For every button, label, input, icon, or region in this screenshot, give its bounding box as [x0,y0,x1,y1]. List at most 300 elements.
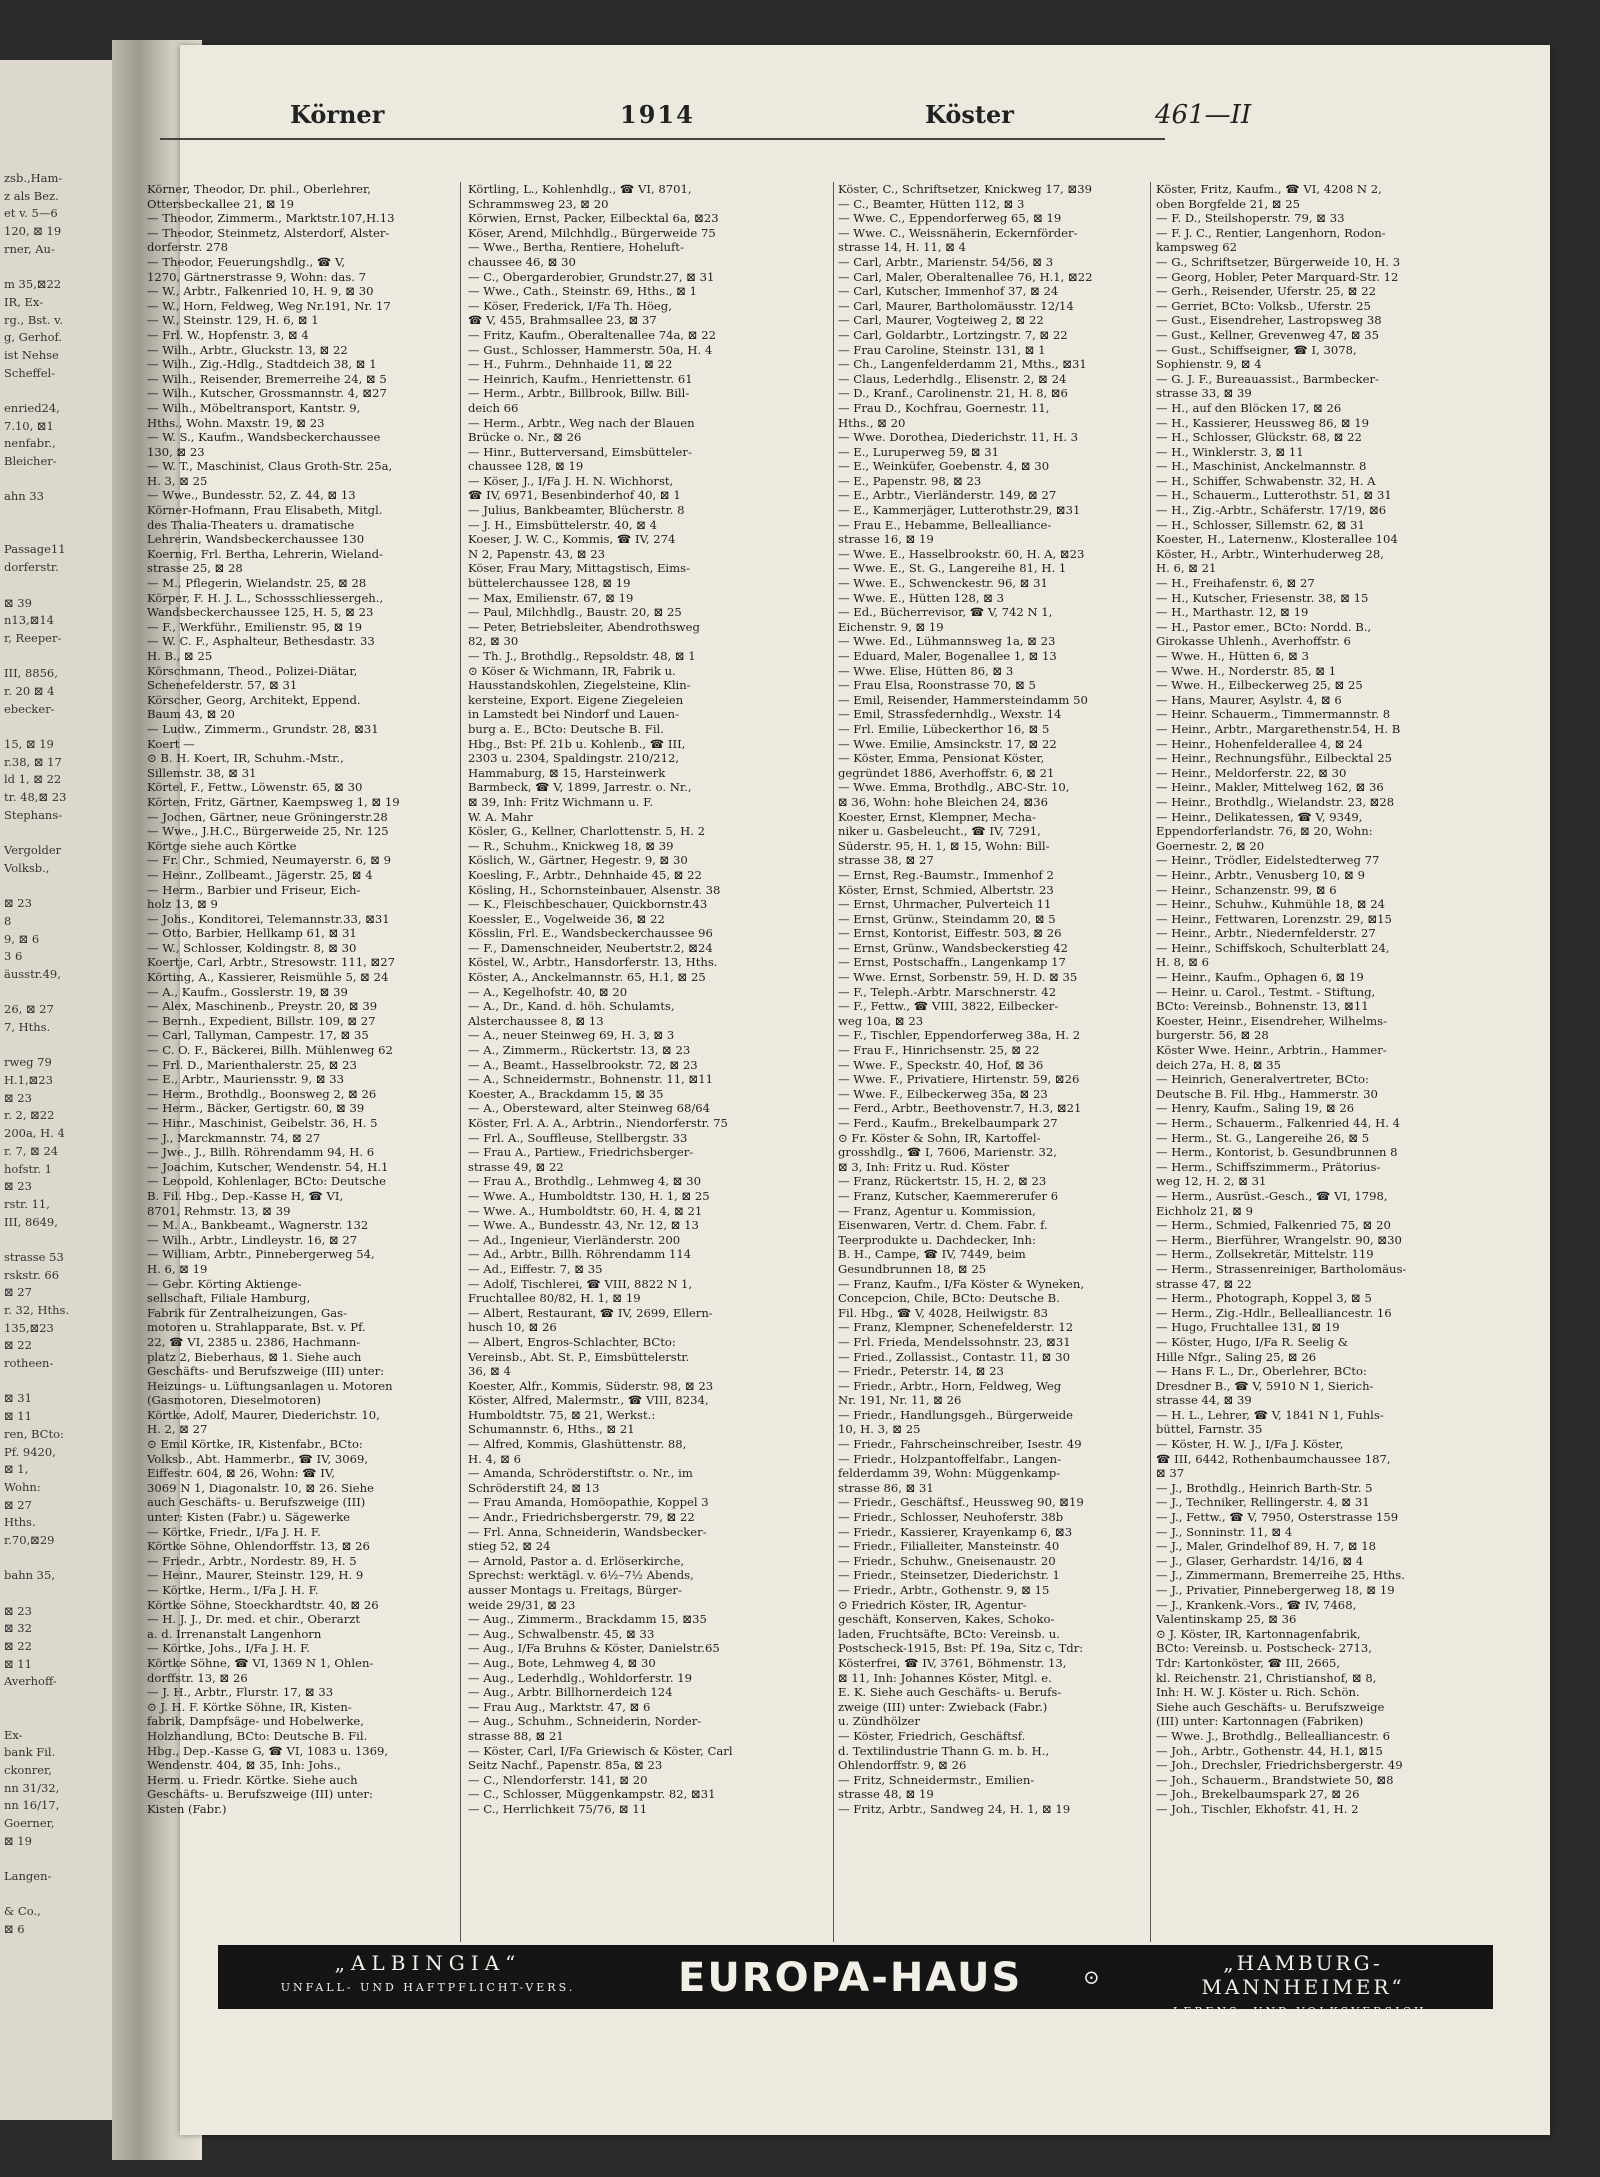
directory-entry-line: Koester, Ernst, Klempner, Mecha- [838,809,1036,824]
directory-entry-line: Gesundbrunnen 18, ⊠ 25 [838,1261,987,1276]
directory-entry-line: Körtel, F., Fettw., Löwenstr. 65, ⊠ 30 [147,780,363,795]
directory-entry-line: — Wwe. E., Schwenckestr. 96, ⊠ 31 [838,576,1048,591]
directory-entry-line: — Leopold, Kohlenlager, BCto: Deutsche [147,1174,386,1189]
previous-page-line: tr. 48,⊠ 23 [4,790,67,805]
ad-albingia-tagline: UNFALL- UND HAFTPFLICHT-VERS. [280,1981,576,1994]
previous-page-line: z als Bez. [4,188,59,203]
directory-entry-line: — Ernst, Reg.-Baumstr., Immenhof 2 [838,867,1054,882]
directory-entry-line: — Köster, H. W. J., I/Fa J. Köster, [1156,1437,1344,1452]
previous-page-line: H.1,⊠23 [4,1073,53,1088]
directory-entry-line: — C., Obergarderobier, Grundstr.27, ⊠ 31 [468,269,715,284]
previous-page-line: nn 16/17, [4,1798,60,1813]
directory-entry-line: — Wwe. Emilie, Amsinckstr. 17, ⊠ 22 [838,736,1057,751]
directory-entry-line: — W. T., Maschinist, Claus Groth-Str. 25a, [147,459,393,474]
directory-entry-line: Kösterfrei, ☎ IV, 3761, Böhmenstr. 13, [838,1655,1067,1670]
directory-entry-line: — Herm., Bäcker, Gertigstr. 60, ⊠ 39 [147,1101,365,1116]
directory-entry-line: — Frau A., Brothdlg., Lehmweg 4, ⊠ 30 [468,1174,701,1189]
directory-entry-line: — Ernst, Postschaffn., Langenkamp 17 [838,955,1066,970]
directory-entry-line: — Wwe., J.H.C., Bürgerweide 25, Nr. 125 [147,824,389,839]
directory-entry-line: — Hugo, Fruchtallee 131, ⊠ 19 [1156,1320,1340,1335]
directory-entry-line: Fil. Hbg., ☎ V, 4028, Heilwigstr. 83 [838,1305,1048,1320]
previous-page-line: 135,⊠23 [4,1320,54,1335]
directory-entry-line: — Andr., Friedrichsbergerstr. 79, ⊠ 22 [468,1510,695,1525]
directory-entry-line: — Herm., St. G., Langereihe 26, ⊠ 5 [1156,1130,1370,1145]
previous-page-line [4,506,114,524]
advertisement-banner [218,1945,1493,2018]
directory-entry-line: Süderstr. 95, H. 1, ⊠ 15, Wohn: Bill- [838,838,1050,853]
directory-entry-line: — C., Schlosser, Müggenkampstr. 82, ⊠31 [468,1787,716,1802]
previous-page-line: Passage11 [4,542,66,557]
directory-entry-line: — J., Privatier, Pinnebergerweg 18, ⊠ 19 [1156,1583,1395,1597]
previous-page-line: 3 6 [4,949,23,964]
directory-entry-line: Körtke Söhne, Stoeckhardtstr. 40, ⊠ 26 [147,1597,379,1612]
previous-page-line: IR, Ex- [4,294,44,309]
previous-page-line: ⊠ 23 [4,1603,32,1618]
directory-entry-line: — Herm., Zollsekretär, Mittelstr. 119 [1156,1247,1374,1262]
directory-entry-line: Seitz Nachf., Papenstr. 85a, ⊠ 23 [468,1758,663,1773]
directory-entry-line: H. 4, ⊠ 6 [468,1451,522,1466]
directory-entry-line: deich 27a, H. 8, ⊠ 35 [1156,1057,1282,1072]
directory-entry-line: — Ernst, Uhrmacher, Pulverteich 11 [838,897,1052,912]
directory-entry-line: H. 8, ⊠ 6 [1156,955,1210,970]
directory-entry-line: — Frau Elsa, Roonstrasse 70, ⊠ 5 [838,678,1036,693]
directory-entry-line: Schumannstr. 6, Hths., ⊠ 21 [468,1422,635,1437]
directory-entry-line: — Gust., Kellner, Grevenweg 47, ⊠ 35 [1156,327,1379,342]
previous-page-line: 200a, H. 4 [4,1126,65,1141]
previous-page-line [4,258,114,276]
directory-entry-line: Hille Nfgr., Saling 25, ⊠ 26 [1156,1349,1317,1364]
previous-page-line [4,1691,114,1709]
ad-hamburg-mannheimer-tagline: LEBENS- UND VOLKSVERSICH. [1173,2005,1433,2018]
directory-entry-line: — Friedr., Arbtr., Nordestr. 89, H. 5 [147,1553,357,1568]
directory-entry-line: — Ch., Langenfelderdamm 21, Mths., ⊠31 [838,357,1087,372]
directory-entry-line: — Herm., Photograph, Koppel 3, ⊠ 5 [1156,1291,1372,1306]
directory-entry-line: — Wwe. E., Hütten 128, ⊠ 3 [838,590,1005,605]
directory-entry-line: — Herm., Zig.-Hdlr., Bellealliancestr. 16 [1156,1305,1392,1320]
directory-entry-line: Hbg., Bst: Pf. 21b u. Kohlenb., ☎ III, [468,736,686,751]
directory-entry-line: Körten, Fritz, Gärtner, Kaempsweg 1, ⊠ 19 [147,794,400,809]
directory-entry-line: — F., Damenschneider, Neubertstr.2, ⊠24 [468,940,713,955]
directory-entry-line: ⊙ J. Köster, IR, Kartonnagenfabrik, [1156,1626,1361,1641]
directory-entry-line: — H., Fuhrm., Dehnhaide 11, ⊠ 22 [468,357,673,372]
directory-entry-line: Körschmann, Theod., Polizei-Diätar, [147,663,358,678]
ad-hamburg-mannheimer [1123,1951,1483,2018]
directory-entry-line: strasse 88, ⊠ 21 [468,1728,564,1743]
directory-entry-line: — J., Maler, Grindelhof 89, H. 7, ⊠ 18 [1156,1539,1376,1554]
previous-page-line: 120, ⊠ 19 [4,224,62,239]
previous-page-line: Pf. 9420, [4,1444,56,1459]
directory-entry-line: — H., Maschinist, Anckelmannstr. 8 [1156,459,1367,474]
directory-entry-line: — Wwe. H., Norderstr. 85, ⊠ 1 [1156,663,1337,678]
directory-entry-line: — Wwe. Dorothea, Diederichstr. 11, H. 3 [838,430,1079,445]
directory-entry-line: Alsterchaussee 8, ⊠ 13 [468,1013,604,1028]
directory-entry-line: — Friedr., Steinsetzer, Diederichstr. 1 [838,1568,1060,1583]
previous-page-line: ⊠ 23 [4,1179,32,1194]
directory-entry-line: — F., Teleph.-Arbtr. Marschnerstr. 42 [838,984,1057,999]
previous-page-line: äusstr.49, [4,966,61,981]
header-rule [160,138,1165,140]
directory-entry-line: — Frl. A., Souffleuse, Stellbergstr. 33 [468,1130,688,1145]
directory-entry-line: — F. D., Steilshoperstr. 79, ⊠ 33 [1156,211,1345,226]
directory-entry-line: Eiffestr. 604, ⊠ 26, Wohn: ☎ IV, [147,1466,335,1481]
directory-entry-line: — Friedr., Filialleiter, Mansteinstr. 40 [838,1539,1060,1554]
directory-entry-line: Eisenwaren, Vertr. d. Chem. Fabr. f. [838,1218,1048,1233]
page-number: 461—II [1155,100,1252,130]
running-head-right: Köster [925,100,1014,129]
directory-entry-line: — Frau A., Partiew., Friedrichsberger- [468,1145,694,1160]
previous-page-line [4,1037,114,1055]
directory-entry-line: — Frl. W., Hopfenstr. 3, ⊠ 4 [147,327,309,342]
column-divider [1150,182,1151,1942]
previous-page-line: nn 31/32, [4,1780,60,1795]
directory-entry-line: — J., Marckmannstr. 74, ⊠ 27 [147,1130,321,1145]
directory-entry-line: — G., Schriftsetzer, Bürgerweide 10, H. 3 [1156,254,1401,269]
directory-entry-line: — Ernst, Grünw., Wandsbeckerstieg 42 [838,940,1068,955]
directory-entry-line: Körscher, Georg, Architekt, Eppend. [147,692,361,707]
directory-entry-line: Köster, C., Schriftsetzer, Knickweg 17, ⊠39 [838,182,1092,196]
directory-entry-line: Herm. u. Friedr. Körtke. Siehe auch [147,1772,358,1787]
directory-entry-line: — Albert, Engros-Schlachter, BCto: [468,1334,676,1349]
previous-page-line: enried24, [4,400,60,415]
directory-entry-line: — Jochen, Gärtner, neue Gröningerstr.28 [147,809,388,824]
directory-entry-line: — Franz, Agentur u. Kommission, [838,1203,1036,1218]
directory-entry-line: — Heinr., Schuhw., Kuhmühle 18, ⊠ 24 [1156,897,1385,912]
previous-page-line: 9, ⊠ 6 [4,931,40,946]
directory-entry-line: — Wwe. H., Hütten 6, ⊠ 3 [1156,649,1309,663]
directory-entry-line: Baum 43, ⊠ 20 [147,707,235,722]
previous-page-line: n13,⊠14 [4,613,54,628]
previous-page-line: III, 8856, [4,666,58,681]
previous-page-line [4,524,114,542]
directory-entry-line: Ohlendorffstr. 9, ⊠ 26 [838,1758,967,1773]
directory-entry-line: Geschäfts- und Berufszweige (III) unter: [147,1364,385,1379]
directory-entry-line: Teerprodukte u. Dachdecker, Inh: [838,1232,1036,1247]
directory-entry-line: — Amanda, Schröderstiftstr. o. Nr., im [468,1466,693,1481]
directory-entry-line: — Gust., Schiffseigner, ☎ I, 3078, [1156,342,1357,357]
directory-entry-line: — Ferd., Arbtr., Beethovenstr.7, H.3, ⊠21 [838,1101,1082,1116]
previous-page-line [4,577,114,595]
directory-entry-line: — Hans F. L., Dr., Oberlehrer, BCto: [1156,1364,1367,1379]
previous-page-line: ist Nehse [4,347,59,362]
directory-entry-line: B. Fil. Hbg., Dep.-Kasse H, ☎ VI, [147,1188,344,1203]
directory-entry-line: — Friedr., Arbtr., Gothenstr. 9, ⊠ 15 [838,1583,1050,1597]
directory-entry-line: ⊠ 11, Inh: Johannes Köster, Mitgl. e. [838,1670,1052,1685]
directory-entry-line: — Herm., Arbtr., Billbrook, Billw. Bill- [468,386,690,401]
directory-entry-line: — Heinrich, Kaufm., Henriettenstr. 61 [468,371,693,386]
directory-entry-line: — Wilh., Kutscher, Grossmannstr. 4, ⊠27 [147,386,387,401]
directory-entry-line: Humboldtstr. 75, ⊠ 21, Werkst.: [468,1407,656,1422]
directory-entry-line: Köstel, W., Arbtr., Hansdorferstr. 13, Hths. [468,955,718,970]
previous-page-line: rg., Bst. v. [4,312,63,327]
directory-entry-line: ⊙ Friedrich Köster, IR, Agentur- [838,1597,1027,1612]
directory-entry-line: H. 6, ⊠ 19 [147,1261,208,1276]
directory-column-3 [838,182,1148,1942]
directory-entry-line: E. K. Siehe auch Geschäfts- u. Berufs- [838,1685,1062,1700]
directory-entry-line: — Carl, Arbtr., Marienstr. 54/56, ⊠ 3 [838,254,1054,269]
directory-entry-line: Barmbeck, ☎ V, 1899, Jarrestr. o. Nr., [468,780,692,795]
previous-page-line: ⊠ 32 [4,1621,32,1636]
directory-entry-line: kampsweg 62 [1156,240,1237,255]
directory-entry-line: Schrammsweg 23, ⊠ 20 [468,196,609,211]
directory-entry-line: — Franz, Kutscher, Kaemmererufer 6 [838,1188,1059,1203]
directory-entry-line: Köser, Arend, Milchhdlg., Bürgerweide 75 [468,225,716,240]
previous-page-line: ahn 33 [4,489,44,504]
directory-entry-line: deich 66 [468,400,519,415]
directory-entry-line: — Fried., Zollassist., Contastr. 11, ⊠ 30 [838,1349,1070,1364]
directory-entry-line: — R., Schuhm., Knickweg 18, ⊠ 39 [468,838,674,853]
directory-entry-line: ⊠ 37 [1156,1466,1185,1481]
previous-page-line: ⊠ 11 [4,1409,32,1424]
directory-entry-line: ⊙ J. H. F. Körtke Söhne, IR, Kisten- [147,1699,352,1714]
previous-page-line: ckonrer, [4,1762,52,1777]
directory-entry-line: — Wwe. E., St. G., Langereihe 81, H. 1 [838,561,1067,576]
directory-entry-line: H. B., ⊠ 25 [147,649,213,663]
directory-entry-line: — Friedr., Geschäftsf., Heussweg 90, ⊠19 [838,1495,1084,1510]
previous-page-line: ⊠ 1, [4,1462,29,1477]
directory-entry-line: — Frau Caroline, Steinstr. 131, ⊠ 1 [838,342,1046,357]
directory-entry-line: laden, Fruchtsäfte, BCto: Vereinsb. u. [838,1626,1060,1641]
directory-entry-line: — Albert, Restaurant, ☎ IV, 2699, Ellern- [468,1305,713,1320]
directory-entry-line: BCto: Vereinsb., Bohnenstr. 13, ⊠11 [1156,999,1369,1014]
directory-entry-line: strasse 33, ⊠ 39 [1156,386,1252,401]
directory-entry-line: — H., Schlosser, Sillemstr. 62, ⊠ 31 [1156,517,1365,532]
previous-page-line: Volksb., [4,860,50,875]
previous-page-line: r, Reeper- [4,630,62,645]
directory-entry-line: — Claus, Lederhdlg., Elisenstr. 2, ⊠ 24 [838,371,1067,386]
directory-entry-line: Tdr: Kartonköster, ☎ III, 2665, [1156,1655,1341,1670]
directory-entry-line: d. Textilindustrie Thann G. m. b. H., [838,1743,1050,1758]
directory-entry-line: Hbg., Dep.-Kasse G, ☎ VI, 1083 u. 1369, [147,1743,389,1758]
directory-entry-line: — William, Arbtr., Pinnebergerweg 54, [147,1247,375,1262]
previous-page-line: Scheffel- [4,365,56,380]
directory-entry-line: — Th. J., Brothdlg., Repsoldstr. 48, ⊠ 1 [468,649,696,663]
directory-entry-line: Girokasse Uhlenh., Averhoffstr. 6 [1156,634,1351,649]
directory-entry-line: Körtling, L., Kohlenhdlg., ☎ VI, 8701, [468,182,692,196]
directory-entry-line: — J., Krankenk.-Vors., ☎ IV, 7468, [1156,1597,1357,1612]
directory-entry-line: — Friedr., Schlosser, Neuhoferstr. 38b [838,1510,1064,1525]
directory-entry-line: strasse 38, ⊠ 27 [838,853,934,868]
directory-entry-line: — E., Arbtr., Mauriensstr. 9, ⊠ 33 [147,1072,345,1087]
directory-entry-line: strasse 25, ⊠ 28 [147,561,243,576]
previous-page-line: g, Gerhof. [4,330,62,345]
directory-entry-line: strasse 48, ⊠ 19 [838,1787,934,1802]
directory-entry-line: sellschaft, Filiale Hamburg, [147,1291,311,1306]
directory-entry-line: ⊙ Emil Körtke, IR, Kistenfabr., BCto: [147,1437,363,1452]
directory-entry-line: Concepcion, Chile, BCto: Deutsche B. [838,1291,1060,1306]
directory-entry-line: — Frau F., Hinrichsenstr. 25, ⊠ 22 [838,1043,1040,1058]
directory-entry-line: Koester, Alfr., Kommis, Süderstr. 98, ⊠ 23 [468,1378,714,1393]
directory-entry-line: geschäft, Konserven, Kakes, Schoko- [838,1612,1055,1627]
directory-entry-line: — Paul, Milchhdlg., Baustr. 20, ⊠ 25 [468,605,682,620]
directory-entry-line: ⊠ 3, Inh: Fritz u. Rud. Köster [838,1159,1010,1174]
directory-entry-line: Körtke Söhne, ☎ VI, 1369 N 1, Ohlen- [147,1655,374,1670]
directory-entry-line: — J., Techniker, Rellingerstr. 4, ⊠ 31 [1156,1495,1370,1510]
directory-entry-line: (III) unter: Kartonnagen (Fabriken) [1156,1714,1364,1729]
directory-column-2 [468,182,830,1942]
directory-entry-line: — Carl, Tallyman, Campestr. 17, ⊠ 35 [147,1028,369,1043]
directory-entry-line: — Heinr., Zollbeamt., Jägerstr. 25, ⊠ 4 [147,867,373,882]
directory-entry-line: Wendenstr. 404, ⊠ 35, Inh: Johs., [147,1758,341,1773]
directory-entry-line: — Wwe., Bertha, Rentiere, Hoheluft- [468,240,684,255]
directory-entry-line: — Theodor, Feuerungshdlg., ☎ V, [147,254,346,269]
directory-entry-line: — Heinr., Trödler, Eidelstedterweg 77 [1156,853,1380,868]
directory-entry-line: Schenefelderstr. 57, ⊠ 31 [147,678,298,693]
directory-entry-line: — H., Pastor emer., BCto: Nordd. B., [1156,619,1372,634]
directory-entry-line: — Heinr., Schanzenstr. 99, ⊠ 6 [1156,882,1337,897]
directory-entry-line: B. H., Campe, ☎ IV, 7449, beim [838,1247,1026,1262]
directory-entry-line: — Wwe. Emma, Brothdlg., ABC-Str. 10, [838,780,1070,795]
previous-page-line: ren, BCto: [4,1426,64,1441]
directory-entry-line: zweige (III) unter: Zwieback (Fabr.) [838,1699,1048,1714]
column-divider [833,182,834,1942]
directory-entry-line: — F., Werkführ., Emilienstr. 95, ⊠ 19 [147,619,362,634]
directory-entry-line: — Joh., Schauerm., Brandstwiete 50, ⊠8 [1156,1772,1394,1787]
directory-entry-line: — Wwe., Bundesstr. 52, Z. 44, ⊠ 13 [147,488,356,503]
directory-entry-line: — A., Kaufm., Gosslerstr. 19, ⊠ 39 [147,984,348,999]
directory-entry-line: — Joh., Tischler, Ekhofstr. 41, H. 2 [1156,1801,1359,1816]
directory-entry-line: — Herm., Barbier und Friseur, Eich- [147,882,361,897]
directory-entry-line: — Joh., Arbtr., Gothenstr. 44, H.1, ⊠15 [1156,1743,1383,1758]
running-head-year: 1914 [620,100,695,129]
previous-page-line [4,984,114,1002]
directory-entry-line: strasse 47, ⊠ 22 [1156,1276,1252,1291]
directory-entry-line: Eppendorferlandstr. 76, ⊠ 20, Wohn: [1156,824,1373,839]
directory-entry-line: — Theodor, Steinmetz, Alsterdorf, Alster- [147,225,390,240]
running-head-left: Körner [290,100,385,129]
directory-entry-line: — Köster, Emma, Pensionat Köster, [838,751,1045,766]
directory-entry-line: — Herm., Kontorist, b. Gesundbrunnen 8 [1156,1145,1398,1160]
directory-entry-line: Körner, Theodor, Dr. phil., Oberlehrer, [147,182,371,196]
directory-entry-line: — Gerh., Reisender, Uferstr. 25, ⊠ 22 [1156,284,1376,299]
previous-page-line: ⊠ 31 [4,1391,32,1406]
directory-entry-line: — J., Fettw., ☎ V, 7950, Osterstrasse 159 [1156,1510,1399,1525]
directory-entry-line: — W. C. F., Asphalteur, Bethesdastr. 33 [147,634,375,649]
directory-entry-line: — Joh., Drechsler, Friedrichsbergerstr. 49 [1156,1758,1403,1773]
directory-entry-line: — Emil, Reisender, Hammersteindamm 50 [838,692,1088,707]
directory-entry-line: — A., Beamt., Hasselbrookstr. 72, ⊠ 23 [468,1057,698,1072]
directory-entry-line: — Wwe. J., Brothdlg., Bellealliancestr. 6 [1156,1728,1390,1743]
directory-entry-line: H. 6, ⊠ 21 [1156,561,1217,576]
previous-page-line [4,1585,114,1603]
directory-entry-line: Sophienstr. 9, ⊠ 4 [1156,357,1262,372]
directory-entry-line: Ottersbeckallee 21, ⊠ 19 [147,196,294,211]
directory-entry-line: Körwien, Ernst, Packer, Eilbecktal 6a, ⊠23 [468,211,719,226]
directory-entry-line: Körtke, Adolf, Maurer, Diederichstr. 10, [147,1407,380,1422]
directory-entry-line: — Carl, Goldarbtr., Lortzingstr. 7, ⊠ 22 [838,327,1068,342]
directory-entry-line: — Aug., Schwalbenstr. 45, ⊠ 33 [468,1626,655,1641]
directory-entry-line: Köster, Fritz, Kaufm., ☎ VI, 4208 N 2, [1156,182,1382,196]
directory-entry-line: — A., Zimmerm., Rückertstr. 13, ⊠ 23 [468,1043,691,1058]
directory-entry-line: — Frau D., Kochfrau, Goernestr. 11, [838,400,1050,415]
directory-entry-line: 130, ⊠ 23 [147,444,205,459]
directory-entry-line: Hammaburg, ⊠ 15, Harsteinwerk [468,765,666,780]
directory-entry-line: — Frau Amanda, Homöopathie, Koppel 3 [468,1495,709,1510]
previous-page-line [4,878,114,896]
directory-entry-line: — C., Beamter, Hütten 112, ⊠ 3 [838,196,1025,211]
directory-entry-line: unter: Kisten (Fabr.) u. Sägewerke [147,1510,351,1525]
directory-entry-line: — J., Zimmermann, Bremerreihe 25, Hths. [1156,1568,1405,1583]
directory-entry-line: — Heinr., Brothdlg., Wielandstr. 23, ⊠28 [1156,794,1395,809]
previous-page-line: ⊠ 22 [4,1338,32,1353]
directory-entry-line: Goernestr. 2, ⊠ 20 [1156,838,1265,853]
previous-page-line: strasse 53 [4,1249,64,1264]
directory-entry-line: Valentinskamp 25, ⊠ 36 [1156,1612,1297,1627]
directory-entry-line: — Franz, Rückertstr. 15, H. 2, ⊠ 23 [838,1174,1047,1189]
directory-entry-line: — Franz, Kaufm., I/Fa Köster & Wyneken, [838,1276,1085,1291]
directory-entry-line: — Hinr., Butterversand, Eimsbütteler- [468,444,692,459]
directory-entry-line: — Ludw., Zimmerm., Grundstr. 28, ⊠31 [147,721,379,736]
directory-entry-line: — Herm., Schmied, Falkenried 75, ⊠ 20 [1156,1218,1391,1233]
directory-entry-line: — H., Freihafenstr. 6, ⊠ 27 [1156,576,1315,591]
directory-entry-line: motoren u. Strahlapparate, Bst. v. Pf. [147,1320,366,1335]
previous-page-line [4,1886,114,1904]
directory-entry-line: — H., Kutscher, Friesenstr. 38, ⊠ 15 [1156,590,1369,605]
directory-entry-line: Inh: H. W. J. Köster u. Rich. Schön. [1156,1685,1360,1700]
directory-entry-line: Holzhandlung, BCto: Deutsche B. Fil. [147,1728,368,1743]
directory-entry-line: Köser, Frau Mary, Mittagstisch, Eims- [468,561,690,576]
directory-entry-line: — Jwe., J., Billh. Röhrendamm 94, H. 6 [147,1145,375,1160]
directory-entry-line: — Ernst, Grünw., Steindamm 20, ⊠ 5 [838,911,1056,926]
directory-entry-line: Fabrik für Zentralheizungen, Gas- [147,1305,347,1320]
directory-entry-line: W. A. Mahr [468,809,533,824]
directory-entry-line: — E., Papenstr. 98, ⊠ 23 [838,473,982,488]
directory-entry-line: Wandsbeckerchaussee 125, H. 5, ⊠ 23 [147,605,374,620]
previous-page-line: 7, Hths. [4,1020,51,1034]
directory-entry-line: — Aug., Arbtr. Billhornerdeich 124 [468,1685,673,1700]
directory-entry-line: — Wwe. F., Speckstr. 40, Hof, ⊠ 36 [838,1057,1044,1072]
directory-entry-line: Köslich, W., Gärtner, Hegestr. 9, ⊠ 30 [468,853,688,868]
directory-entry-line: Koessler, E., Vogelweide 36, ⊠ 22 [468,911,665,926]
directory-entry-line: — Frau E., Hebamme, Bellealliance- [838,517,1052,532]
directory-entry-line: Köster, Alfred, Malermstr., ☎ VIII, 8234, [468,1393,709,1408]
directory-entry-line: — Wwe. E., Hasselbrookstr. 60, H. A, ⊠23 [838,546,1085,561]
directory-entry-line: burg a. E., BCto: Deutsche B. Fil. [468,721,664,736]
previous-page-line: Vergolder [4,843,62,858]
directory-entry-line: BCto: Vereinsb. u. Postscheck- 2713, [1156,1641,1372,1656]
directory-entry-line: Kösler, G., Kellner, Charlottenstr. 5, H. 2 [468,824,705,839]
directory-entry-line: — H., Marthastr. 12, ⊠ 19 [1156,605,1309,620]
previous-page-line: 15, ⊠ 19 [4,737,54,751]
directory-entry-line: — Carl, Maurer, Vogteiweg 2, ⊠ 22 [838,313,1044,328]
directory-entry-line: — E., Luruperweg 59, ⊠ 31 [838,444,999,459]
directory-entry-line: — Johs., Konditorei, Telemannstr.33, ⊠31 [147,911,390,926]
directory-entry-line: — Wwe. F., Eilbeckerweg 35a, ⊠ 23 [838,1086,1048,1101]
directory-entry-line: weg 10a, ⊠ 23 [838,1013,924,1028]
directory-entry-line: — Wwe. H., Eilbeckerweg 25, ⊠ 25 [1156,678,1363,693]
previous-page-line: et v. 5—6 [4,206,58,221]
directory-entry-line: Koert — [147,736,195,751]
directory-entry-line: — J., Brothdlg., Heinrich Barth-Str. 5 [1156,1480,1373,1495]
directory-entry-line: — Heinrich, Generalvertreter, BCto: [1156,1072,1369,1087]
directory-entry-line: Köster, H., Arbtr., Winterhuderweg 28, [1156,546,1384,561]
directory-entry-line: ⊙ Fr. Köster & Sohn, IR, Kartoffel- [838,1130,1041,1145]
directory-entry-line: — Köster, Carl, I/Fa Griewisch & Köster, Carl [468,1743,733,1758]
previous-page-text [4,170,114,1939]
directory-entry-line: Eichenstr. 9, ⊠ 19 [838,619,944,634]
directory-entry-line: — Frl. Emilie, Lübeckerthor 16, ⊠ 5 [838,721,1050,736]
directory-entry-line: N 2, Papenstr. 43, ⊠ 23 [468,546,606,561]
previous-page-line: ⊠ 11 [4,1656,32,1671]
directory-column-1 [147,182,455,1942]
directory-entry-line: — Ad., Eiffestr. 7, ⊠ 35 [468,1261,603,1276]
directory-entry-line: — Wwe. A., Humboldtstr. 130, H. 1, ⊠ 25 [468,1188,710,1203]
directory-entry-line: burgerstr. 56, ⊠ 28 [1156,1028,1269,1043]
directory-entry-line: — Fr. Chr., Schmied, Neumayerstr. 6, ⊠ 9 [147,853,391,868]
directory-entry-line: — Friedr., Arbtr., Horn, Feldweg, Weg [838,1378,1062,1393]
directory-entry-line: husch 10, ⊠ 26 [468,1320,557,1335]
directory-entry-line: — H., auf den Blöcken 17, ⊠ 26 [1156,400,1342,415]
directory-entry-line: — Gust., Schlosser, Hammerstr. 50a, H. 4 [468,342,713,357]
